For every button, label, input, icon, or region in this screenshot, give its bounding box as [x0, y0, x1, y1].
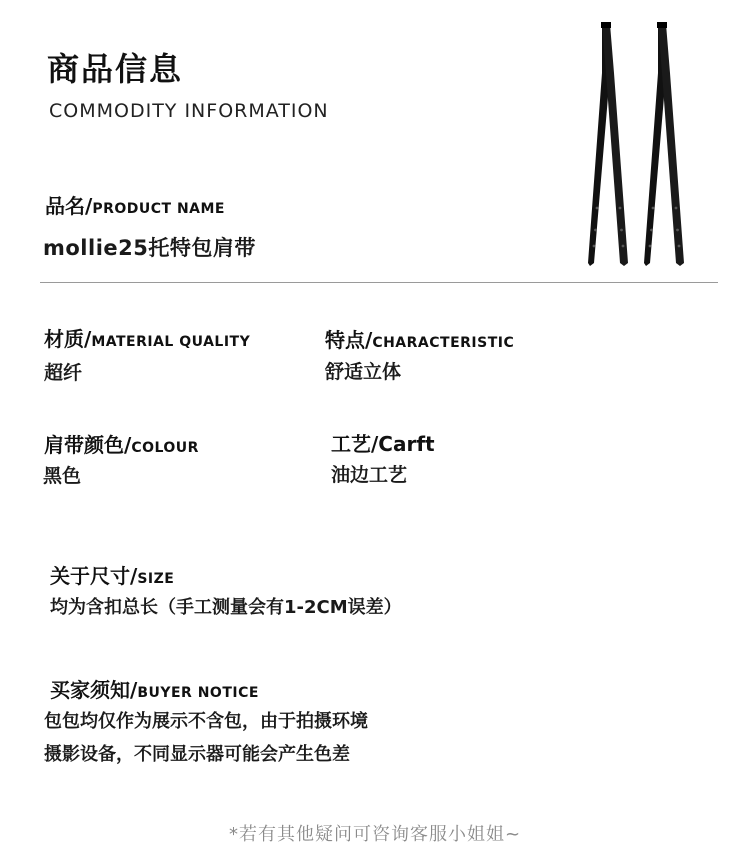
buyer-notice-label-cn: 买家须知/: [50, 678, 138, 702]
product-name-label: [45, 190, 225, 219]
size-value: 均为含扣总长（手工测量会有1-2CM误差）: [50, 597, 402, 618]
strap-right: [644, 22, 684, 266]
material-label: [44, 323, 250, 352]
material-label-en: MATERIAL QUALITY: [91, 334, 251, 350]
colour-label-cn: 肩带颜色/: [44, 433, 132, 457]
buyer-notice-line-2: 摄影设备，不同显示器可能会产生色差: [44, 744, 350, 765]
buyer-notice-label: [50, 674, 259, 703]
characteristic-label: [325, 324, 514, 353]
characteristic-label-cn: 特点/: [325, 328, 373, 352]
product-name-label-cn: 品名/: [45, 194, 93, 218]
colour-label: [44, 429, 199, 458]
section-divider: [40, 282, 718, 283]
characteristic-label-en: CHARACTERISTIC: [372, 335, 515, 351]
buyer-notice-line-1: 包包均仅作为展示不含包，由于拍摄环境: [44, 711, 368, 732]
colour-label-en: COLOUR: [131, 440, 199, 456]
characteristic-value: 舒适立体: [325, 361, 402, 383]
shoulder-strap-icon: [580, 18, 700, 273]
size-label-cn: 关于尺寸/: [50, 564, 138, 588]
product-name-value: mollie25托特包肩带: [43, 236, 256, 260]
colour-value: 黑色: [43, 465, 82, 487]
strap-left: [588, 22, 628, 266]
material-value: 超纤: [44, 362, 83, 384]
size-label: [50, 560, 174, 589]
size-label-en: SIZE: [137, 571, 175, 587]
craft-label: 工艺/Carft: [331, 432, 435, 456]
craft-value: 油边工艺: [331, 464, 408, 486]
footer-note: *若有其他疑问可咨询客服小姐姐~: [228, 824, 522, 845]
page-title: 商品信息: [47, 50, 184, 88]
page-subtitle: COMMODITY INFORMATION: [49, 100, 329, 122]
product-name-label-en: PRODUCT NAME: [92, 201, 225, 217]
buyer-notice-label-en: BUYER NOTICE: [137, 685, 259, 701]
material-label-cn: 材质/: [44, 327, 92, 351]
